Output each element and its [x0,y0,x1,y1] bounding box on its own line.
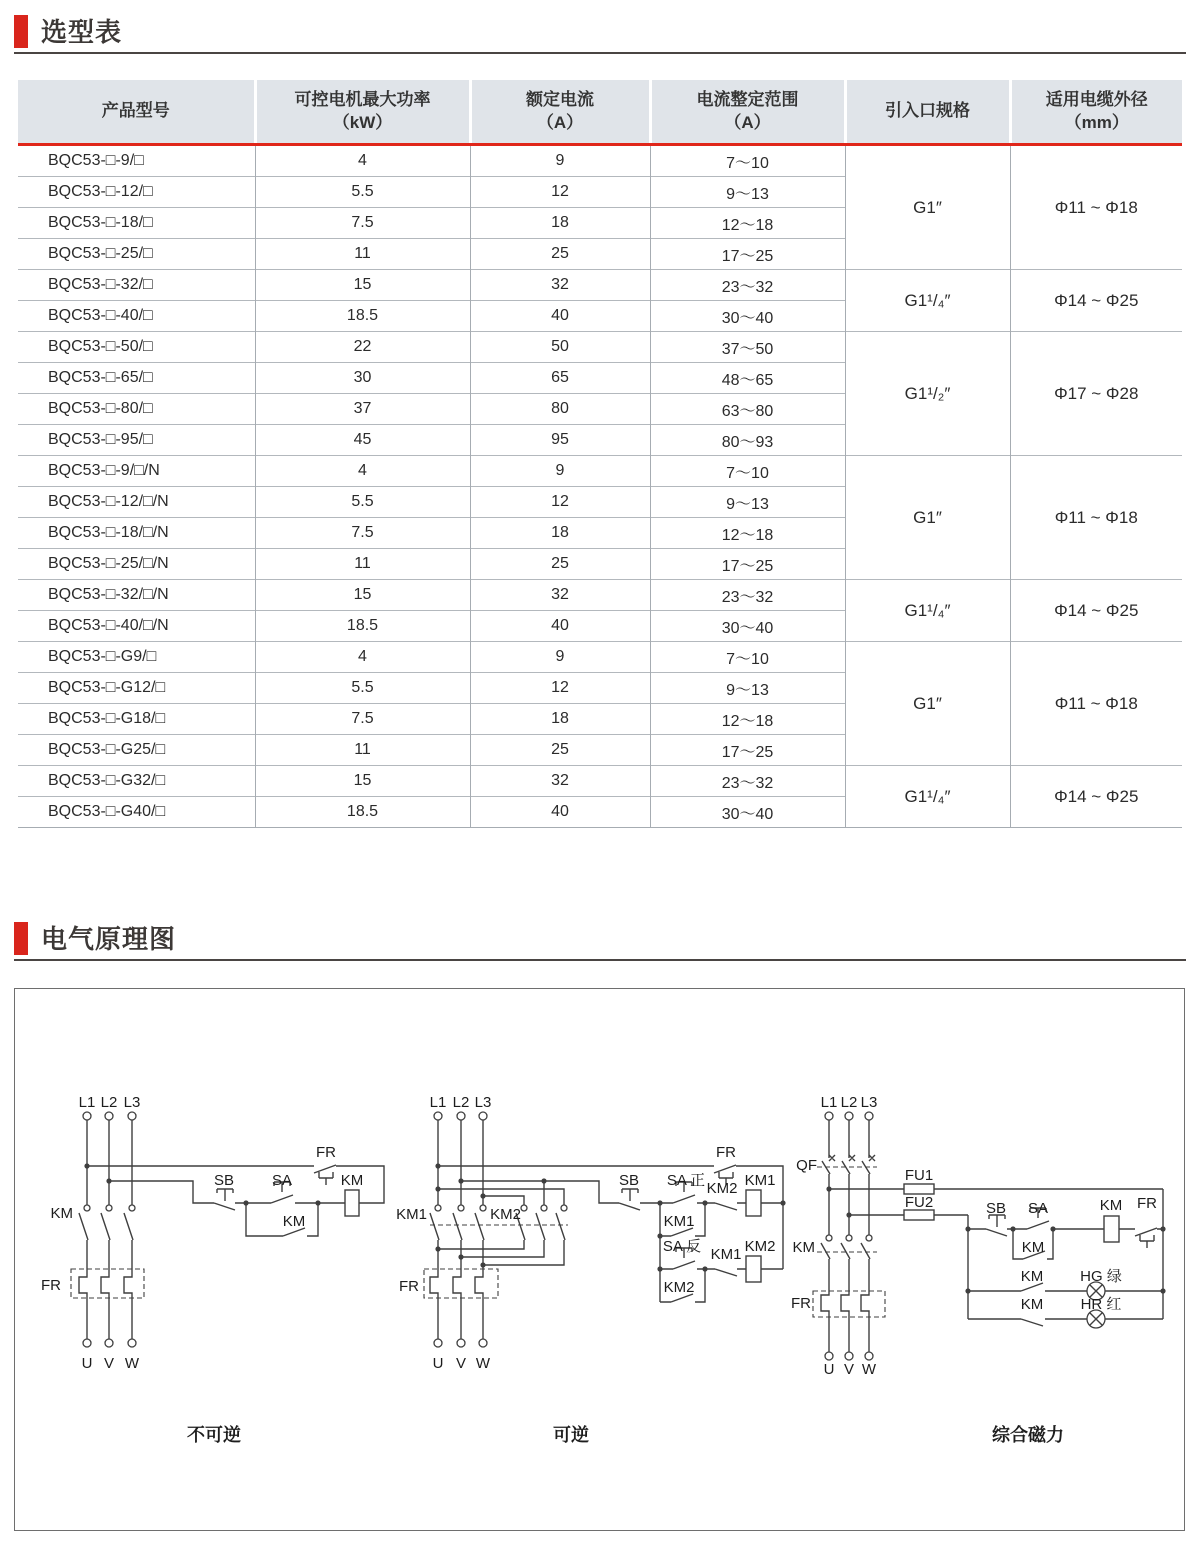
table-header-row [18,80,1182,145]
schematic-label: L3 [860,1094,878,1111]
range-cell: 12～18 [650,704,845,735]
range-cell: 17～25 [650,735,845,766]
column-header: 适用电缆外径 （mm） [1010,80,1182,145]
power-cell: 5.5 [255,177,470,208]
schematic-label: KM2 [663,1279,695,1296]
circuit-combined-magnetic [813,1112,1166,1360]
schematic-label: FR [41,1277,61,1294]
cable-cell: Φ11 ~ Φ18 [1010,145,1182,270]
current-cell: 18 [470,704,650,735]
range-cell: 30～40 [650,301,845,332]
range-cell: 48～65 [650,363,845,394]
schematic-label: SA [1027,1200,1049,1217]
cable-cell: Φ14 ~ Φ25 [1010,766,1182,828]
current-cell: 50 [470,332,650,363]
power-cell: 18.5 [255,301,470,332]
model-cell: BQC53-□-9/□/N [18,456,255,487]
power-cell: 4 [255,642,470,673]
model-cell: BQC53-□-18/□/N [18,518,255,549]
model-cell: BQC53-□-65/□ [18,363,255,394]
schematic-label: KM2 [744,1238,776,1255]
schematic-label: W [861,1361,877,1378]
schematic-label: KM [50,1205,73,1222]
table-row [18,270,1182,301]
schematic-label: KM [1021,1239,1045,1256]
current-cell: 25 [470,239,650,270]
schematic-label: SB [985,1200,1007,1217]
power-cell: 5.5 [255,673,470,704]
range-cell: 12～18 [650,518,845,549]
current-cell: 18 [470,518,650,549]
power-cell: 37 [255,394,470,425]
column-header: 可控电机最大功率 （kW） [255,80,470,145]
schematic-label: FR [1137,1195,1157,1212]
cable-cell: Φ11 ~ Φ18 [1010,456,1182,580]
current-cell: 32 [470,766,650,797]
inlet-cell: G1″ [845,456,1010,580]
schematic-label: L1 [78,1094,96,1111]
inlet-cell: G1¹/₄″ [845,270,1010,332]
power-cell: 15 [255,580,470,611]
diagram-caption: 不可逆 [187,1425,241,1445]
range-cell: 30～40 [650,797,845,828]
current-cell: 25 [470,549,650,580]
power-cell: 22 [255,332,470,363]
current-cell: 12 [470,487,650,518]
range-cell: 12～18 [650,208,845,239]
table-row [18,145,1182,177]
schematic-label: KM2 [490,1206,521,1223]
current-cell: 80 [470,394,650,425]
range-cell: 9～13 [650,487,845,518]
power-cell: 15 [255,766,470,797]
current-cell: 65 [470,363,650,394]
power-cell: 11 [255,735,470,766]
inlet-cell: G1¹/₄″ [845,580,1010,642]
schematic-label: FU2 [904,1194,934,1211]
current-cell: 25 [470,735,650,766]
schematic-label: KM [1020,1268,1044,1285]
inlet-cell: G1¹/₄″ [845,766,1010,828]
schematic-label: KM2 [706,1180,738,1197]
column-header: 电流整定范围 （A） [650,80,845,145]
current-cell: 18 [470,208,650,239]
model-cell: BQC53-□-12/□/N [18,487,255,518]
schematic-label: L2 [840,1094,858,1111]
schematic-label: HR 红 [1080,1296,1122,1313]
range-cell: 17～25 [650,239,845,270]
schematic-label: SB [618,1172,640,1189]
schematic-label: KM1 [396,1206,427,1223]
current-cell: 40 [470,797,650,828]
schematic-section-header [14,922,1186,961]
model-cell: BQC53-□-25/□/N [18,549,255,580]
range-cell: 17～25 [650,549,845,580]
current-cell: 12 [470,177,650,208]
current-cell: 32 [470,580,650,611]
power-cell: 15 [255,270,470,301]
section-title-schematic: 电气原理图 [41,923,177,954]
power-cell: 11 [255,549,470,580]
power-cell: 7.5 [255,208,470,239]
power-cell: 4 [255,145,470,177]
model-cell: BQC53-□-12/□ [18,177,255,208]
diagram-caption: 可逆 [553,1425,589,1445]
current-cell: 95 [470,425,650,456]
cable-cell: Φ14 ~ Φ25 [1010,270,1182,332]
range-cell: 63～80 [650,394,845,425]
model-cell: BQC53-□-25/□ [18,239,255,270]
schematic-label: V [103,1355,115,1372]
model-cell: BQC53-□-G40/□ [18,797,255,828]
schematic-label: KM [792,1239,815,1256]
power-cell: 4 [255,456,470,487]
schematic-label: U [81,1355,93,1372]
schematic-label: L1 [429,1094,447,1111]
model-cell: BQC53-□-G32/□ [18,766,255,797]
power-cell: 45 [255,425,470,456]
current-cell: 9 [470,642,650,673]
model-cell: BQC53-□-18/□ [18,208,255,239]
power-cell: 7.5 [255,704,470,735]
schematic-label: L3 [123,1094,141,1111]
current-cell: 12 [470,673,650,704]
schematic-label: L2 [452,1094,470,1111]
schematic-label: FR [791,1295,811,1312]
schematic-label: V [455,1355,467,1372]
schematic-box [14,988,1185,1531]
column-header: 引入口规格 [845,80,1010,145]
table-row [18,580,1182,611]
schematic-label: KM [340,1172,364,1189]
current-cell: 9 [470,456,650,487]
model-cell: BQC53-□-G25/□ [18,735,255,766]
range-cell: 9～13 [650,673,845,704]
selection-table [18,80,1182,828]
red-accent-bar [14,922,28,955]
schematic-label: KM [1099,1197,1123,1214]
range-cell: 30～40 [650,611,845,642]
range-cell: 37～50 [650,332,845,363]
model-cell: BQC53-□-G12/□ [18,673,255,704]
schematic-label: SA 正 [666,1172,706,1189]
table-row [18,332,1182,363]
model-cell: BQC53-□-32/□ [18,270,255,301]
schematic-label: L2 [100,1094,118,1111]
current-cell: 9 [470,145,650,177]
range-cell: 7～10 [650,145,845,177]
circuit-nonreversible [71,1112,384,1347]
schematic-label: SB [213,1172,235,1189]
model-cell: BQC53-□-95/□ [18,425,255,456]
column-header: 产品型号 [18,80,255,145]
selection-section-header [14,15,1186,54]
inlet-cell: G1″ [845,642,1010,766]
table-row [18,456,1182,487]
inlet-cell: G1¹/₂″ [845,332,1010,456]
power-cell: 18.5 [255,797,470,828]
schematic-label: U [432,1355,444,1372]
schematic-label: SA 反 [662,1238,702,1255]
power-cell: 18.5 [255,611,470,642]
schematic-label: KM [1020,1296,1044,1313]
column-header: 额定电流 （A） [470,80,650,145]
current-cell: 40 [470,301,650,332]
model-cell: BQC53-□-80/□ [18,394,255,425]
schematic-label: QF [796,1157,817,1174]
model-cell: BQC53-□-32/□/N [18,580,255,611]
schematic-label: V [843,1361,855,1378]
schematic-label: HG 绿 [1080,1268,1122,1285]
current-cell: 32 [470,270,650,301]
model-cell: BQC53-□-40/□/N [18,611,255,642]
schematic-label: L3 [474,1094,492,1111]
inlet-cell: G1″ [845,145,1010,270]
model-cell: BQC53-□-9/□ [48,152,144,169]
schematic-label: FR [316,1144,336,1161]
cable-cell: Φ17 ~ Φ28 [1010,332,1182,456]
schematic-label: KM1 [710,1246,742,1263]
model-cell: BQC53-□-G18/□ [18,704,255,735]
red-accent-bar [14,15,28,48]
power-cell: 30 [255,363,470,394]
power-cell: 5.5 [255,487,470,518]
range-cell: 23～32 [650,270,845,301]
model-cell: BQC53-□-50/□ [18,332,255,363]
range-cell: 9～13 [650,177,845,208]
range-cell: 23～32 [650,580,845,611]
diagram-caption: 综合磁力 [992,1425,1064,1445]
schematic-label: FU1 [904,1167,934,1184]
schematic-svg [15,989,1184,1530]
schematic-label: SA [271,1172,293,1189]
power-cell: 11 [255,239,470,270]
schematic-label: W [124,1355,140,1372]
schematic-label: KM [282,1213,306,1230]
range-cell: 7～10 [650,642,845,673]
schematic-label: FR [399,1278,419,1295]
current-cell: 40 [470,611,650,642]
schematic-label: W [475,1355,491,1372]
schematic-label: KM1 [663,1213,695,1230]
power-cell: 7.5 [255,518,470,549]
section-title-selection: 选型表 [41,16,123,47]
model-cell: BQC53-□-40/□ [18,301,255,332]
schematic-label: FR [716,1144,736,1161]
table-row [18,642,1182,673]
schematic-label: KM1 [744,1172,776,1189]
cable-cell: Φ11 ~ Φ18 [1010,642,1182,766]
table-row [18,766,1182,797]
schematic-label: U [823,1361,835,1378]
cable-cell: Φ14 ~ Φ25 [1010,580,1182,642]
range-cell: 80～93 [650,425,845,456]
range-cell: 23～32 [650,766,845,797]
model-cell: BQC53-□-G9/□ [18,642,255,673]
schematic-label: L1 [820,1094,838,1111]
range-cell: 7～10 [650,456,845,487]
